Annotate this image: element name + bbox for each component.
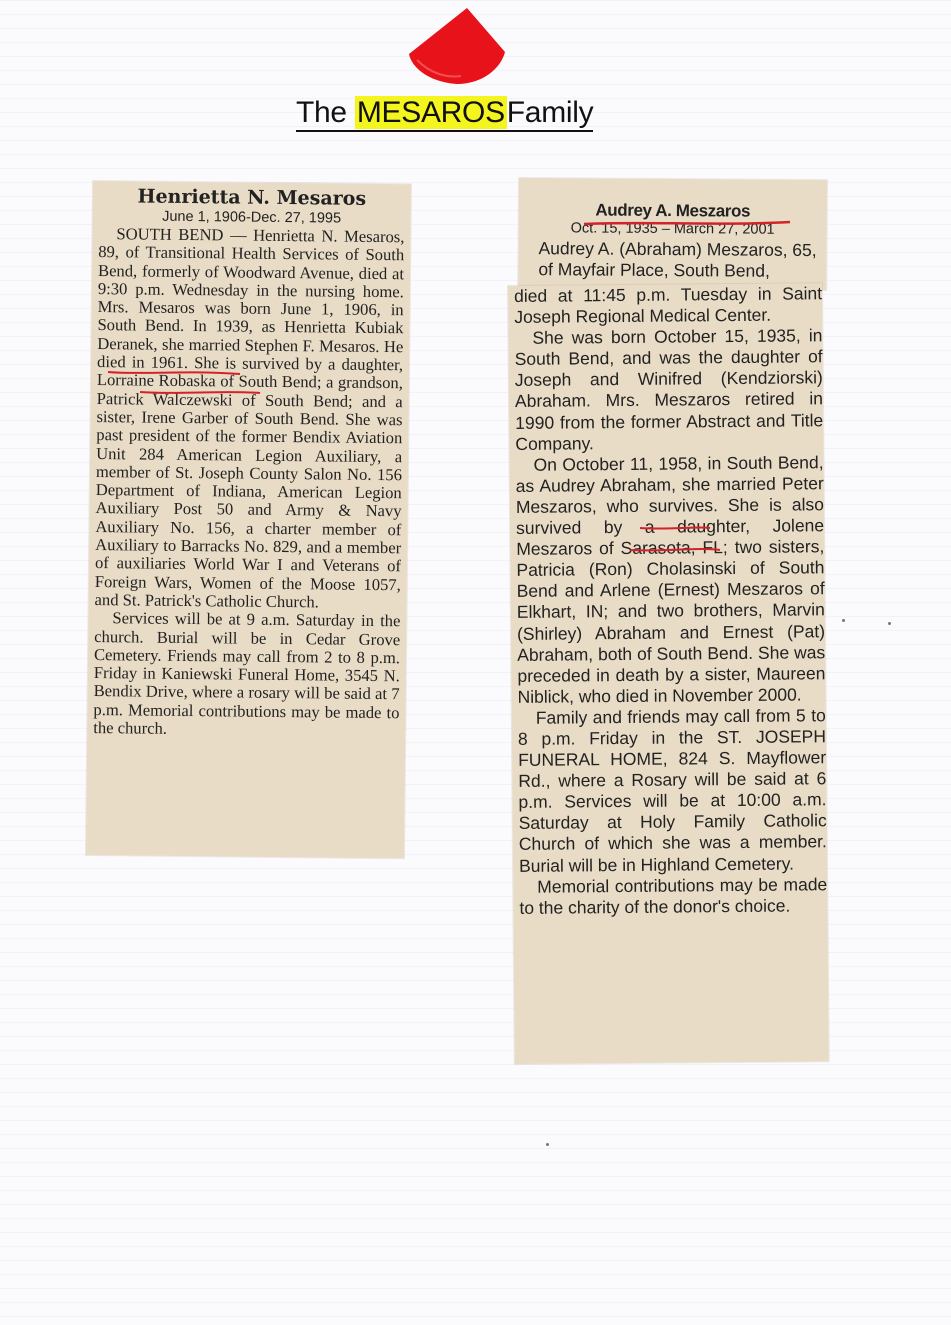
- obituary-paragraph: Services will be at 9 a.m. Saturday in the church. Burial will be in Cedar Grove Cemetery. Friends may call from 2 to 8 p.m. Friday in Kaniewski Funeral Home, 3545 N. Bendix Drive, where a rosary will be said at 7 p.m. Memorial contributions may be made to the church.: [93, 608, 401, 738]
- obituary-paragraph: SOUTH BEND — Henrietta N. Mesaros, 89, of Transitional Health Services of South Bend, formerly of Woodward Avenue, died at 9:30 p.m. Wednesday in the nursing home. Mrs. Mesaros was born June 1, 1906, in South Bend. In 1939, as Henrietta Kubiak Deranek, she married Stephen F. Mesaros. He died in 1961. She is survived by a daughter, Lorraine Robaska of South Bend; a grandson, Patrick Walczewski of South Bend; and a sister, Irene Garber of South Bend. She was past president of the former Bendix Aviation Unit 284 American Legion Auxiliary, a member of St. Joseph County Salon No. 156 Department of Indiana, American Legion Auxiliary Post 50 and Army & Navy Auxiliary No. 156, a charter member of Auxiliary to Barracks No. 829, and a member of auxiliaries World War I and Veterans of Foreign Wars, Women of the Moose 1057, and St. Patrick's Catholic Church.: [94, 224, 405, 612]
- obituary-dates: Oct. 15, 1935 – March 27, 2001: [570, 220, 775, 238]
- title-suffix: Family: [506, 96, 594, 129]
- obituary-henrietta: [86, 181, 411, 858]
- obituary-name: Audrey A. Meszaros: [595, 200, 751, 221]
- pen-underline: [610, 520, 770, 560]
- speck: [842, 619, 845, 622]
- obituary-paragraph: Memorial contributions may be made to the charity of the donor's choice.: [519, 873, 828, 918]
- obituary-paragraph: She was born October 15, 1935, in South Bend, and was the daughter of Joseph and Winifred (Kendziorski) Abraham. Mrs. Meszaros retired in 1990 from the former Abstract and Title Company.: [514, 325, 824, 454]
- title-prefix: The: [296, 96, 347, 129]
- speck: [888, 622, 891, 625]
- page-title: [296, 96, 593, 132]
- obituary-name: Henrietta N. Mesaros: [137, 185, 367, 210]
- obituary-paragraph: Family and friends may call from 5 to 8 p.m. Friday in the ST. JOSEPH FUNERAL HOME, 824 S. Mayflower Rd., where a Rosary will be said at 6 p.m. Services will be at 10:00 a.m. Saturday at Holy Family Catholic Church of which she was a member. Burial will be in Highland Cemetery.: [517, 705, 827, 876]
- obituary-paragraph: On October 11, 1958, in South Bend, as Audrey Abraham, she married Peter Meszaros, who survives. She is also survived by a daughter, Jolene Meszaros of Sarasota, FL; two sisters, Patricia (Ron) Cholasinski of South Bend and Arlene (Ernest) Meszaros of Elkhart, IN; and two brothers, Marvin (Shirley) Abraham and Ernest (Pat) Abraham, both of South Bend. She was preceded in death by a sister, Maureen Niblick, who died in November 2000.: [515, 452, 826, 707]
- obituary-paragraph: died at 11:45 p.m. Tuesday in Saint Joseph Regional Medical Center.: [513, 283, 823, 328]
- pen-underline: [100, 360, 420, 410]
- speck: [546, 1143, 549, 1146]
- title-highlight: MESAROS: [356, 96, 505, 129]
- pen-underline: [580, 218, 820, 238]
- obituary-dates: June 1, 1906-Dec. 27, 1995: [162, 208, 342, 227]
- red-marker-icon: [407, 8, 507, 84]
- obituary-intro: Audrey A. (Abraham) Meszaros, 65, of Mayfair Place, South Bend,: [538, 238, 817, 281]
- obituary-audrey-body: [508, 283, 829, 1064]
